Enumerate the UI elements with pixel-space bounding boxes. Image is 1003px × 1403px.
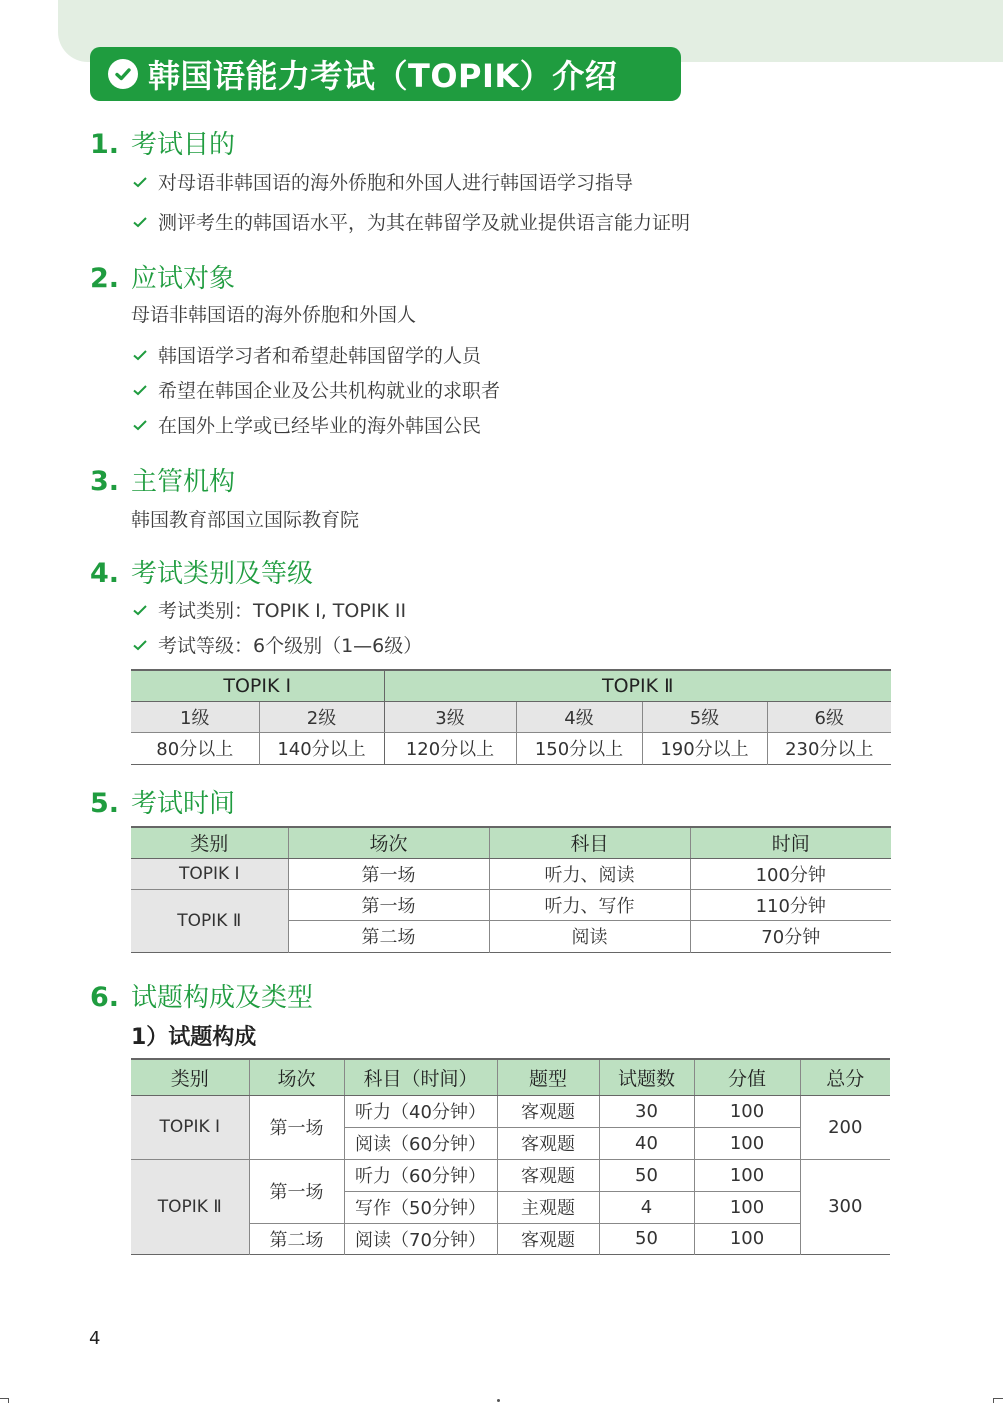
table-cell: 阅读（60分钟） xyxy=(344,1127,497,1159)
table-cell: 100 xyxy=(694,1191,800,1223)
table-cell: 100 xyxy=(694,1095,800,1127)
table-cell: 写作（50分钟） xyxy=(344,1191,497,1223)
table-cell: 主观题 xyxy=(497,1191,599,1223)
section-heading-1 xyxy=(90,124,235,161)
crop-mark xyxy=(994,1398,1003,1399)
table-cell: TOPIK Ⅰ xyxy=(131,858,288,889)
check-icon xyxy=(131,346,149,364)
list-item xyxy=(131,411,481,438)
table-cell: 3级 xyxy=(384,701,516,732)
table-cell: 客观题 xyxy=(497,1159,599,1191)
section-title: 应试对象 xyxy=(131,264,236,294)
section-number: 1. xyxy=(90,129,120,160)
table-cell: 5级 xyxy=(642,701,767,732)
check-icon xyxy=(131,416,149,434)
section-title: 考试类别及等级 xyxy=(131,559,314,589)
table-cell: TOPIK Ⅱ xyxy=(131,1159,249,1254)
list-item-text: 对母语非韩国语的海外侨胞和外国人进行韩国语学习指导 xyxy=(158,172,634,194)
table-cell: 第二场 xyxy=(288,920,489,952)
section-number: 3. xyxy=(90,466,120,497)
section-heading-3 xyxy=(90,461,235,498)
table-cell: 50 xyxy=(599,1223,694,1254)
check-icon xyxy=(131,381,149,399)
table-row xyxy=(131,1159,890,1191)
check-icon xyxy=(131,636,149,654)
table-cell: 120分以上 xyxy=(384,732,516,764)
table-cell: 客观题 xyxy=(497,1095,599,1127)
table-header: 试题数 xyxy=(599,1059,694,1095)
table-cell: 阅读（70分钟） xyxy=(344,1223,497,1254)
list-item-text: 韩国语学习者和希望赴韩国留学的人员 xyxy=(158,345,482,367)
table-cell: 50 xyxy=(599,1159,694,1191)
list-item-text: 考试等级：6个级别（1—6级） xyxy=(158,635,423,657)
table-cell: 听力、阅读 xyxy=(489,858,690,889)
table-row xyxy=(131,732,891,764)
table-header: 场次 xyxy=(249,1059,344,1095)
table-header: 时间 xyxy=(690,827,891,858)
table-cell: 听力（60分钟） xyxy=(344,1159,497,1191)
table-row xyxy=(131,701,891,732)
list-item-text: 考试类别：TOPIK I, TOPIK II xyxy=(158,600,407,622)
check-icon xyxy=(131,213,149,231)
table-header: 场次 xyxy=(288,827,489,858)
check-icon xyxy=(131,601,149,619)
level-table xyxy=(131,669,891,765)
list-item xyxy=(131,596,406,623)
list-item xyxy=(131,341,481,368)
table-row xyxy=(131,1095,890,1127)
section-heading-4 xyxy=(90,553,313,590)
title-banner xyxy=(90,47,681,101)
table-cell: 230分以上 xyxy=(785,739,874,760)
table-cell: 4 xyxy=(599,1191,694,1223)
table-cell: 第一场 xyxy=(288,858,489,889)
section-title: 主管机构 xyxy=(131,467,236,497)
check-icon xyxy=(131,173,149,191)
table-cell: 2级 xyxy=(259,701,384,732)
list-item-text: 在国外上学或已经毕业的海外韩国公民 xyxy=(158,415,482,437)
table-row xyxy=(131,858,891,889)
crop-mark xyxy=(497,1399,500,1402)
list-item-text: 希望在韩国企业及公共机构就业的求职者 xyxy=(158,380,501,402)
table-cell: 6级 xyxy=(767,701,891,732)
table-cell: 200 xyxy=(800,1095,890,1159)
list-item-text: 测评考生的韩国语水平，为其在韩留学及就业提供语言能力证明 xyxy=(158,212,691,234)
table-cell: 150分以上 xyxy=(516,732,642,764)
section-number: 5. xyxy=(90,788,120,819)
table-cell: 70分钟 xyxy=(761,927,821,948)
table-cell: 客观题 xyxy=(497,1127,599,1159)
list-item xyxy=(131,631,422,658)
table-cell: 30 xyxy=(599,1095,694,1127)
table-header: 题型 xyxy=(497,1059,599,1095)
section-heading-5 xyxy=(90,783,235,820)
table-cell: 140分以上 xyxy=(259,732,384,764)
section-heading-2 xyxy=(90,258,235,295)
crop-mark xyxy=(0,1398,8,1399)
table-cell: 110分钟 xyxy=(690,889,891,920)
table-cell: 100分钟 xyxy=(690,858,891,889)
section-text: 韩国教育部国立国际教育院 xyxy=(131,509,360,531)
table-cell: 第一场 xyxy=(249,1159,344,1223)
table-header: 类别 xyxy=(131,827,288,858)
table-header: TOPIK Ⅱ xyxy=(384,670,891,701)
section-number: 6. xyxy=(90,982,120,1013)
check-circle-icon xyxy=(108,59,138,89)
list-item xyxy=(131,208,690,235)
section-number: 4. xyxy=(90,558,120,589)
table-cell: 第一场 xyxy=(288,889,489,920)
section-title: 试题构成及类型 xyxy=(131,983,314,1013)
section-heading-6 xyxy=(90,977,313,1014)
table-header: 总分 xyxy=(800,1059,890,1095)
table-row xyxy=(131,889,891,920)
table-cell: TOPIK Ⅰ xyxy=(131,1095,249,1159)
table-cell: 阅读 xyxy=(489,920,690,952)
table-cell: 1级 xyxy=(131,701,259,732)
subsection-title: 1）试题构成 xyxy=(131,1025,257,1050)
table-header: 类别 xyxy=(131,1059,249,1095)
composition-table xyxy=(131,1058,890,1255)
table-cell: 100 xyxy=(694,1127,800,1159)
table-header: 科目（时间） xyxy=(344,1059,497,1095)
table-cell: 4级 xyxy=(516,701,642,732)
table-cell: 第一场 xyxy=(249,1095,344,1159)
table-cell: 听力（40分钟） xyxy=(344,1095,497,1127)
time-table xyxy=(131,826,891,953)
table-cell: 300 xyxy=(828,1196,863,1217)
list-item xyxy=(131,168,633,195)
table-cell: 客观题 xyxy=(497,1223,599,1254)
table-cell: 80分以上 xyxy=(131,732,259,764)
table-header: TOPIK Ⅰ xyxy=(131,670,384,701)
table-cell: 40 xyxy=(599,1127,694,1159)
crop-mark xyxy=(8,1398,9,1403)
section-number: 2. xyxy=(90,263,120,294)
section-title: 考试时间 xyxy=(131,789,236,819)
table-header: 科目 xyxy=(489,827,690,858)
section-text: 母语非韩国语的海外侨胞和外国人 xyxy=(131,304,417,326)
section-title: 考试目的 xyxy=(131,130,236,160)
list-item xyxy=(131,376,500,403)
table-cell: TOPIK Ⅱ xyxy=(131,889,288,952)
table-cell: 第二场 xyxy=(249,1223,344,1254)
table-cell: 听力、写作 xyxy=(489,889,690,920)
page-title: 韩国语能力考试（TOPIK）介绍 xyxy=(148,57,618,95)
page-number: 4 xyxy=(89,1328,101,1349)
table-cell: 100 xyxy=(694,1159,800,1191)
table-cell: 100 xyxy=(694,1223,800,1254)
table-cell: 190分以上 xyxy=(642,732,767,764)
table-header: 分值 xyxy=(694,1059,800,1095)
